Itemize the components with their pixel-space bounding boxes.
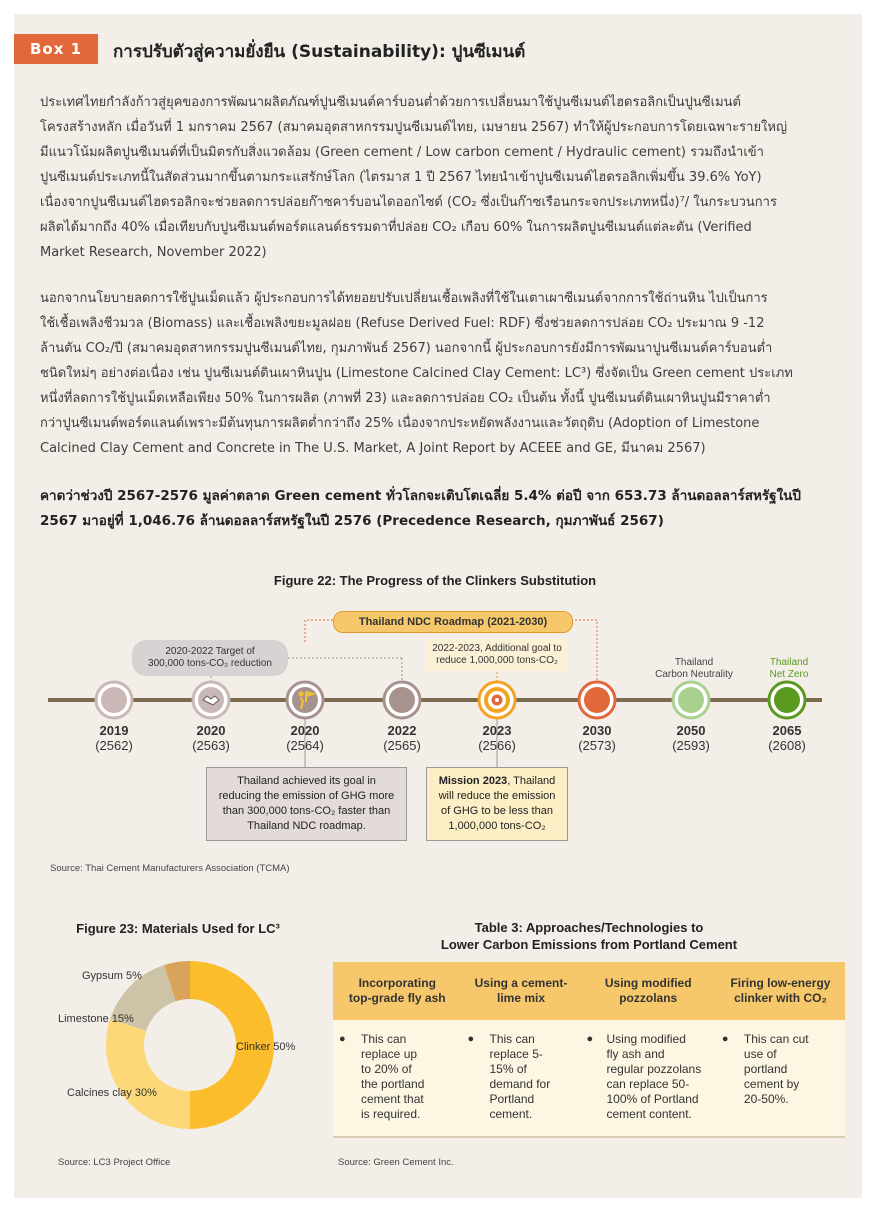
milestone-year — [171, 723, 251, 753]
donut-label-calcined-clay: Calcines clay 30% — [67, 1087, 157, 1099]
table-cell: ● This can replace 5- 15% of demand for Portland cement. — [462, 1020, 581, 1137]
carbon-neutrality-line: Thailand — [674, 657, 714, 668]
bullet-icon: ● — [586, 1033, 594, 1045]
approaches-table — [333, 962, 845, 1138]
note-mission — [426, 767, 568, 841]
plain-circle-icon — [584, 687, 610, 713]
year-ce: 2023 — [482, 723, 512, 738]
paragraph-3-line: คาดว่าช่วงปี 2567-2576 มูลค่าตลาด Green cement ทั่วโลกจะเติบโตเฉลี่ย 5.4% ต่อปี จาก 653.73 ล้านดอลลาร์สหรัฐในปี — [40, 488, 801, 504]
paragraph-1 — [40, 90, 840, 265]
note-line: than 300,000 tons-CO₂ faster than — [222, 805, 391, 817]
note-achieved — [206, 767, 407, 841]
paragraph-2-line: ชนิดใหม่ๆ อย่างต่อเนื่อง เช่น ปูนซีเมนต์ดินเผาหินปูน (Limestone Calcined Clay Cement: LC³) ซึ่งจัดเป็น Green cement ประเภท — [40, 366, 793, 381]
paragraph-1-line: ประเทศไทยกำลังก้าวสู่ยุคของการพัฒนาผลิตภัณฑ์ปูนซีเมนต์คาร์บอนต่ำด้วยการเปลี่ยนมาใช้ปูนซีเมนต์ไฮดรอลิกเป็นปูนซีเมนต์ — [40, 95, 741, 110]
paragraph-1-line: ผลิตได้มากถึง 40% เมื่อเทียบกับปูนซีเมนต์พอร์ตแลนด์ธรรมดาที่ปล่อย CO₂ เกือบ 60% ในการผลิตปูนซีเมนต์แต่ละตัน (Verified — [40, 220, 752, 235]
paragraph-1-line: มีแนวโน้มผลิตปูนซีเมนต์ที่เป็นมิตรกับสิ่งแวดล้อม (Green cement / Low carbon cement / Hydraulic cement) รวมถึงนำเข้า — [40, 145, 764, 160]
milestone-year — [651, 723, 731, 753]
box-tag: Box 1 — [14, 34, 98, 64]
net-zero-line: Net Zero — [769, 669, 809, 680]
table-header-cement-lime: Using a cement- lime mix — [462, 962, 581, 1020]
year-be: (2563) — [192, 738, 230, 753]
year-ce: 2065 — [772, 723, 802, 738]
table-header-fly-ash: Incorporating top-grade fly ash — [333, 962, 462, 1020]
milestone-year — [747, 723, 827, 753]
table-header-row — [333, 962, 845, 1020]
target-bubble — [132, 640, 288, 676]
table-3-title-line: Table 3: Approaches/Technologies to — [474, 920, 704, 935]
donut-label-limestone: Limestone 15% — [58, 1013, 134, 1025]
additional-goal-line: reduce 1,000,000 tons-CO₂ — [436, 655, 558, 666]
year-be: (2593) — [672, 738, 710, 753]
milestone-year — [362, 723, 442, 753]
table-3-title — [333, 919, 845, 953]
target-ring — [495, 698, 499, 702]
paragraph-1-line: ปูนซีเมนต์ประเภทนี้ในสัดส่วนมากขึ้นตามกระแสรักษ์โลก (ไตรมาส 1 ปี 2567 ไทยนำเข้าปูนซีเมนต์ไฮดรอลิกเพิ่มขึ้น 39.6% YoY) — [40, 170, 762, 185]
year-ce: 2050 — [676, 723, 706, 738]
figure-22-title: Figure 22: The Progress of the Clinkers Substitution — [273, 573, 597, 588]
paragraph-2-line: ใช้เชื้อเพลิงชีวมวล (Biomass) และเชื้อเพลิงขยะมูลฝอย (Refuse Derived Fuel: RDF) ซึ่งช่วยลดการปล่อย CO₂ ประมาณ 9 -12 — [40, 316, 765, 331]
net-zero-label — [754, 657, 824, 681]
ndc-roadmap-label: Thailand NDC Roadmap (2021-2030) — [333, 611, 573, 633]
year-ce: 2020 — [290, 723, 320, 738]
paragraph-3 — [40, 484, 840, 534]
paragraph-3-line: 2567 มาอยู่ที่ 1,046.76 ล้านดอลลาร์สหรัฐในปี 2576 (Precedence Research, กุมภาพันธ์ 2567) — [40, 513, 664, 529]
table-cell: ● Using modified fly ash and regular pozzolans can replace 50- 100% of Portland cement content. — [581, 1020, 716, 1137]
bullet-icon: ● — [467, 1033, 475, 1045]
milestone-year — [74, 723, 154, 753]
plain-circle-icon — [101, 687, 127, 713]
table-3-source: Source: Green Cement Inc. — [338, 1157, 454, 1168]
milestone-year — [557, 723, 637, 753]
target-bubble-line: 2020-2022 Target of — [165, 646, 255, 657]
year-be: (2565) — [383, 738, 421, 753]
carbon-neutrality-label — [648, 657, 740, 681]
paragraph-2-line: นอกจากนโยบายลดการใช้ปูนเม็ดแล้ว ผู้ประกอบการได้ทยอยปรับเปลี่ยนเชื้อเพลิงที่ใช้ในเตาเผาซีเมนต์จากการใช้ถ่านหิน ไปเป็นการ — [40, 291, 768, 306]
donut-label-gypsum: Gypsum 5% — [82, 970, 142, 982]
year-ce: 2019 — [99, 723, 129, 738]
note-line: of GHG to be less than — [441, 805, 553, 817]
note-line: Thailand NDC roadmap. — [247, 820, 366, 832]
person-head — [299, 692, 304, 697]
target-bubble-line: 300,000 tons-CO₂ reduction — [148, 658, 272, 669]
roadmap-connector-right — [571, 620, 597, 686]
paragraph-2-line: ล้านตัน CO₂/ปี (สมาคมอุตสาหกรรมปูนซีเมนต์ไทย, กุมภาพันธ์ 2567) นอกจากนี้ ผู้ประกอบการยังมีการพัฒนาปูนซีเมนต์คาร์บอนต่ำ — [40, 341, 773, 356]
figure-22-source: Source: Thai Cement Manufacturers Association (TCMA) — [50, 863, 290, 874]
figure-23-source: Source: LC3 Project Office — [58, 1157, 171, 1168]
bullet-icon: ● — [339, 1033, 346, 1045]
additional-goal-box — [426, 639, 568, 671]
table-cell: ● This can replace up to 20% of the portland cement that is required. — [333, 1020, 462, 1137]
table-row — [333, 1020, 845, 1137]
paragraph-2-line: หนึ่งที่ลดการใช้ปูนเม็ดเหลือเพียง 50% ในการผลิต (ภาพที่ 23) และลดการปล่อย CO₂ เป็นต้น ทั้งนี้ ปูนซีเมนต์ดินเผาหินปูนมีราคาต่ำ — [40, 391, 771, 406]
donut-label-clinker: Clinker 50% — [236, 1041, 296, 1053]
paragraph-1-line: โครงสร้างหลัก เมื่อวันที่ 1 มกราคม 2567 (สมาคมอุตสาหกรรมปูนซีเมนต์ไทย, เมษายน 2567) ทำให้ผู้ประกอบการโดยเฉพาะรายใหญ่ — [40, 120, 788, 135]
donut-slice-calcines-clay — [106, 1019, 190, 1129]
roadmap-connector-left — [305, 620, 333, 642]
plain-circle-icon — [389, 687, 415, 713]
net-zero-line: Thailand — [769, 657, 809, 668]
milestone-year — [265, 723, 345, 753]
year-be: (2562) — [95, 738, 133, 753]
carbon-neutrality-line: Carbon Neutrality — [655, 669, 733, 680]
milestone-year — [457, 723, 537, 753]
note-mission-bold: Mission 2023 — [438, 775, 508, 787]
year-be: (2566) — [478, 738, 516, 753]
year-ce: 2022 — [387, 723, 417, 738]
note-line: will reduce the emission — [438, 790, 556, 802]
table-cell: ● This can cut use of portland cement by 20-50%. — [716, 1020, 845, 1137]
additional-goal-line: 2022-2023, Additional goal to — [432, 643, 562, 654]
table-3-title-line: Lower Carbon Emissions from Portland Cement — [440, 937, 738, 952]
plain-circle-icon — [678, 687, 704, 713]
table-header-pozzolans: Using modified pozzolans — [581, 962, 716, 1020]
box-title: การปรับตัวสู่ความยั่งยืน (Sustainability): ปูนซีเมนต์ — [113, 42, 526, 62]
year-ce: 2030 — [582, 723, 612, 738]
figure-23-title: Figure 23: Materials Used for LC³ — [76, 921, 280, 936]
note-line: , Thailand — [507, 775, 556, 787]
table-header-low-energy-clinker: Firing low-energy clinker with CO₂ — [716, 962, 845, 1020]
year-be: (2608) — [768, 738, 806, 753]
year-be: (2573) — [578, 738, 616, 753]
note-line: reducing the emission of GHG more — [218, 790, 395, 802]
bullet-icon: ● — [721, 1033, 729, 1045]
paragraph-2-line: กว่าปูนซีเมนต์พอร์ตแลนด์เพราะมีต้นทุนการผลิตต่ำกว่าถึง 25% เนื่องจากประหยัดพลังงานและวัตถุดิบ (Adoption of Limestone — [40, 416, 760, 431]
year-ce: 2020 — [196, 723, 226, 738]
note-line: Thailand achieved its goal in — [237, 775, 376, 787]
paragraph-1-line: Market Research, November 2022) — [40, 245, 267, 260]
paragraph-2 — [40, 286, 840, 461]
plain-circle-icon — [774, 687, 800, 713]
note-line: 1,000,000 tons-CO₂ — [448, 820, 546, 832]
paragraph-1-line: เนื่องจากปูนซีเมนต์ไฮดรอลิกจะช่วยลดการปล่อยก๊าซคาร์บอนไดออกไซด์ (CO₂ ซึ่งเป็นก๊าซเรือนกระจกประเภทหนึ่ง)⁷/ ในกระบวนการ — [40, 195, 777, 210]
paragraph-2-line: Calcined Clay Cement and Concrete in The U.S. Market, A Joint Report by ACEEE and GE, มีนาคม 2567) — [40, 441, 706, 456]
year-be: (2564) — [286, 738, 324, 753]
